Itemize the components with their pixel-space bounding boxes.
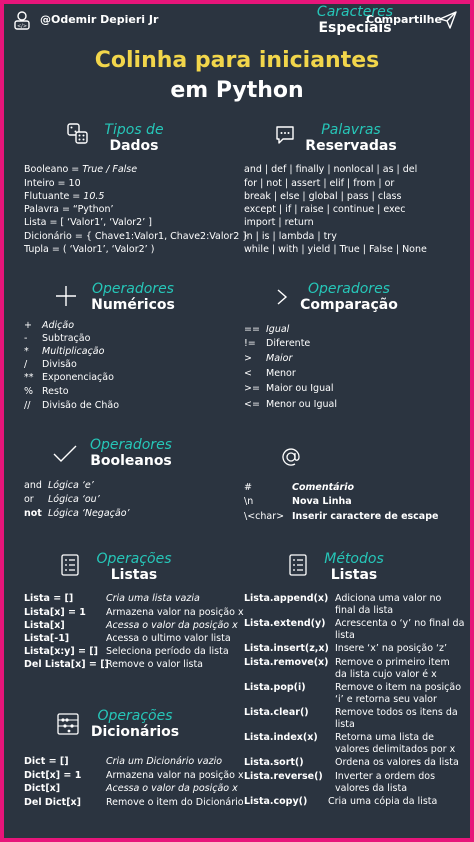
section-heading: Dados <box>109 138 159 154</box>
method-name: Lista.remove(x) <box>244 657 329 668</box>
list-item: \<char> Inserir caractere de escape <box>244 511 439 522</box>
list-item: in | is | lambda | try <box>244 231 337 242</box>
page-title: Colinha para iniciantes <box>94 48 380 73</box>
author-name: @Odemir Depieri Jr <box>40 13 159 26</box>
method-name: Lista.pop(i) <box>244 682 306 693</box>
method-name: Lista.index(x) <box>244 732 318 743</box>
method-name: Lista.reverse() <box>244 771 323 782</box>
section-heading: Listas <box>330 567 378 583</box>
list-item: Del Dict[x] Remove o item do Dicionário <box>24 797 244 808</box>
list-item: + Adição <box>24 320 75 331</box>
section-label: Tipos de <box>104 122 164 138</box>
list-item: - Subtração <box>24 333 91 344</box>
list-item: Dicionário = { Chave1:Valor1, Chave2:Valor2 } <box>24 231 249 242</box>
at-sign-icon <box>280 446 302 468</box>
page-subtitle: em Python <box>170 78 304 103</box>
section-heading: Comparação <box>300 297 398 313</box>
paper-plane-icon[interactable] <box>438 10 458 30</box>
method-desc: ‘i’ e retorna seu valor <box>335 694 437 705</box>
list-item: Booleano = True / False <box>24 164 138 175</box>
list-item: for | not | assert | elif | from | or <box>244 178 395 189</box>
section-label: Operadores <box>308 281 390 297</box>
cheatsheet-page <box>4 4 470 838</box>
list-item: Flutuante = 10.5 <box>24 191 105 202</box>
list-item: Dict[x] = 1 Armazena valor na posição x <box>24 770 244 781</box>
list-item: Lista[x] Acessa o valor da posição x <box>24 620 238 631</box>
list-item: // Divisão de Chão <box>24 400 120 411</box>
section-caracteres-especiais <box>300 4 410 37</box>
chevron-right-icon <box>274 287 290 307</box>
list-item: import | return <box>244 217 314 228</box>
method-desc: da lista cujo valor é x <box>335 669 437 680</box>
list-item: == Igual <box>244 324 290 335</box>
list-item: Dict = [] Cria um Dicionário vazio <box>24 756 223 767</box>
method-name: Lista.append(x) <box>244 593 329 604</box>
list-item: > Maior <box>244 353 293 364</box>
method-desc: Remove o item na posição <box>335 682 462 693</box>
section-operadores-comparacao <box>294 281 404 314</box>
list-item: while | with | yield | True | False | None <box>244 244 427 255</box>
chat-bubble-icon <box>274 124 296 146</box>
method-desc: Inverter a ordem dos <box>335 771 436 782</box>
list-item: and | def | finally | nonlocal | as | del <box>244 164 418 175</box>
section-heading: Reservadas <box>305 138 397 154</box>
method-name: Lista.insert(z,x) <box>244 643 329 654</box>
list-item: <= Menor ou Igual <box>244 399 337 410</box>
section-operadores-numericos <box>78 281 188 314</box>
section-heading: Dicionários <box>90 724 180 740</box>
list-item: ** Exponenciação <box>24 372 114 383</box>
method-name: Lista.sort() <box>244 757 304 768</box>
avatar-icon <box>12 10 32 30</box>
method-desc: Retorna uma lista de <box>335 732 434 743</box>
method-desc: lista <box>335 719 355 730</box>
list-item: Inteiro = 10 <box>24 178 81 189</box>
method-desc: valores da lista <box>335 783 408 794</box>
list-item: % Resto <box>24 386 69 397</box>
method-name: Lista.copy() <box>244 796 308 807</box>
section-operadores-booleanos <box>76 437 186 470</box>
method-desc: Insere ‘x’ na posição ‘z’ <box>335 643 448 654</box>
section-label: Operações <box>96 551 172 567</box>
section-label: Operadores <box>92 281 174 297</box>
method-desc: Acrescenta o ‘y’ no final da <box>335 618 465 629</box>
share-link[interactable]: Compartilhe <box>366 13 442 26</box>
list-item: Tupla = ( ‘Valor1’, ‘Valor2’ ) <box>24 244 155 255</box>
list-item: # Comentário <box>244 482 355 493</box>
section-operacoes-dicionarios <box>80 708 190 741</box>
list-item: or Lógica ‘ou’ <box>24 494 100 505</box>
checkmark-icon <box>52 444 78 464</box>
list-icon <box>60 553 80 577</box>
svg-text:</>: </> <box>16 23 28 30</box>
list-item: not Lógica ‘Negação’ <box>24 508 130 519</box>
section-heading: Numéricos <box>91 297 175 313</box>
section-palavras-reservadas <box>296 122 406 155</box>
abacus-icon <box>56 712 80 736</box>
list-item: * Multiplicação <box>24 346 105 357</box>
section-label: Palavras <box>321 122 381 138</box>
method-desc: Remove o primeiro item <box>335 657 450 668</box>
list-item: \n Nova Linha <box>244 496 352 507</box>
list-item: and Lógica ‘e’ <box>24 480 94 491</box>
method-desc: Remove todos os itens da <box>335 707 458 718</box>
section-label: Operações <box>97 708 173 724</box>
list-item: < Menor <box>244 368 296 379</box>
section-tipos-de-dados <box>84 122 184 155</box>
list-item: >= Maior ou Igual <box>244 383 334 394</box>
method-name: Lista.clear() <box>244 707 309 718</box>
section-metodos-listas <box>304 551 404 584</box>
section-label: Caracteres <box>316 4 394 20</box>
plus-icon <box>54 284 78 308</box>
method-desc: Ordena os valores da lista <box>335 757 459 768</box>
list-item: Lista = [ ‘Valor1’, ‘Valor2’ ] <box>24 217 152 228</box>
list-item: break | else | global | pass | class <box>244 191 402 202</box>
section-heading: Listas <box>110 567 158 583</box>
list-item: Palavra = “Python’ <box>24 204 114 215</box>
section-label: Operadores <box>90 437 172 453</box>
list-item: Lista = [] Cria uma lista vazia <box>24 593 200 604</box>
list-item: != Diferente <box>244 338 311 349</box>
section-operacoes-listas <box>84 551 184 584</box>
method-desc: final da lista <box>335 605 394 616</box>
list-item: / Divisão <box>24 359 77 370</box>
section-label: Métodos <box>324 551 384 567</box>
list-item: Del Lista[x] = []Remove o valor lista <box>24 659 203 670</box>
method-desc: lista <box>335 630 355 641</box>
list-item: Lista[x] = 1 Armazena valor na posição x <box>24 607 244 618</box>
list-item: Lista[-1] Acessa o ultimo valor lista <box>24 633 231 644</box>
list-item: except | if | raise | continue | exec <box>244 204 406 215</box>
method-name: Lista.extend(y) <box>244 618 326 629</box>
list-item: Dict[x] Acessa o valor da posição x <box>24 783 238 794</box>
section-heading: Booleanos <box>90 453 172 469</box>
method-desc: Adiciona uma valor no <box>335 593 442 604</box>
method-desc: valores delimitados por x <box>335 744 456 755</box>
section-heading: Especiais <box>318 20 392 36</box>
list-item: Lista[x:y] = [] Seleciona período da lista <box>24 646 229 657</box>
method-desc: Cria uma cópia da lista <box>328 796 438 807</box>
